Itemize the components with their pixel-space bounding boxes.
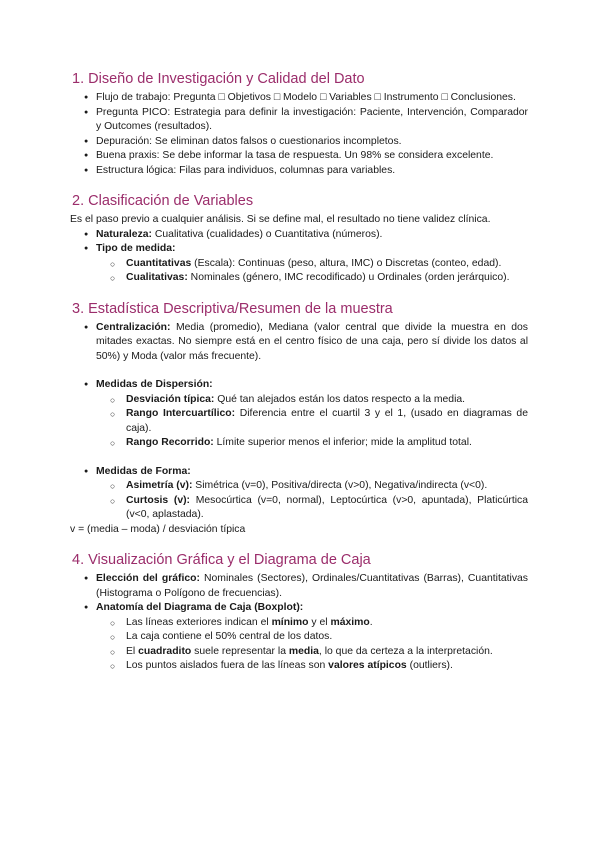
item-emphasis: media [288, 645, 319, 657]
item-text: Las líneas exteriores indican el [126, 616, 272, 628]
section-3-dispersion-list [72, 378, 528, 451]
item-label: Elección del gráfico: [96, 573, 200, 584]
item-label: Rango Intercuartílico: [126, 408, 236, 419]
item-label: Medidas de Forma: [96, 465, 191, 477]
sub-list [96, 393, 528, 451]
item-text: Cualitativa (cualidades) o Cuantitativa (números). [152, 228, 383, 240]
sub-list-item: ○ La caja contiene el 50% central de los datos. [106, 630, 528, 645]
spacer [72, 364, 528, 378]
item-text: . [369, 616, 373, 628]
list-item: ● Flujo de trabajo: Pregunta □ Objetivos □ Modelo □ Variables □ Instrumento □ Conclusiones. [70, 91, 528, 106]
item-emphasis: máximo [330, 616, 370, 628]
item-emphasis: mínimo [271, 616, 309, 628]
item-label: Cualitativas: [126, 272, 188, 283]
section-4-list [72, 572, 528, 674]
list-item: ● Pregunta PICO: Estrategia para definir la investigación: Paciente, Intervención, Comparador y Outcomes (resultados). [70, 106, 528, 135]
section-2-heading: 2. Clasificación de Variables [72, 193, 254, 209]
item-label: Centralización: [96, 321, 171, 333]
skewness-formula: v = (media – moda) / desviación típica [70, 523, 246, 535]
section-1-heading: 1. Diseño de Investigación y Calidad del Dato [72, 71, 365, 87]
section-2-lead: Es el paso previo a cualquier análisis. Si se define mal, el resultado no tiene validez clínica. [70, 214, 491, 225]
spacer [72, 451, 528, 465]
sub-list-item [106, 393, 528, 408]
item-text: (outliers). [406, 660, 453, 671]
item-emphasis: valores atípicos [328, 660, 407, 671]
list-item: ● Estructura lógica: Filas para individuos, columnas para variables. [70, 164, 528, 179]
item-label: Curtosis (v): [126, 494, 191, 506]
sub-list-item [106, 659, 528, 674]
list-item [70, 228, 528, 243]
item-text: Límite superior menos el inferior; mide la amplitud total. [213, 437, 472, 448]
sub-list-item [106, 436, 528, 451]
sub-list [96, 479, 528, 523]
sub-list-item [106, 494, 528, 523]
item-text: Simétrica (v=0), Positiva/directa (v>0), Negativa/indirecta (v<0). [192, 480, 488, 491]
sub-list-item [106, 645, 528, 660]
item-text: Mesocúrtica (v=0, normal), Leptocúrtica (v>0, apuntada), Platicúrtica (v<0, aplastada). [126, 494, 528, 520]
item-label: Naturaleza: [96, 228, 153, 240]
item-text: , lo que da certeza a la interpretación. [318, 645, 493, 657]
item-text: El [126, 645, 139, 657]
item-text: Diferencia entre el cuartil 3 y el 1, (usado en diagramas de caja). [126, 408, 528, 434]
list-item [70, 465, 528, 523]
section-3-list [72, 321, 528, 365]
item-label: Asimetría (v): [126, 480, 193, 491]
item-text: Nominales (género, IMC recodificado) u Ordinales (orden jerárquico). [187, 272, 510, 283]
sub-list-item [106, 271, 528, 286]
sub-list-item [106, 257, 528, 272]
document-page [72, 70, 528, 674]
item-text: (Escala): Continuas (peso, altura, IMC) o Discretas (conteo, edad). [191, 257, 502, 269]
sub-list-item [106, 479, 528, 494]
sub-list [96, 616, 528, 674]
list-item [70, 572, 528, 601]
item-label: Cuantitativas [126, 257, 192, 269]
item-label: Tipo de medida: [96, 243, 176, 254]
section-2-list [72, 228, 528, 286]
item-text: Qué tan alejados están los datos respecto a la media. [214, 393, 466, 405]
list-item [70, 242, 528, 286]
section-4-heading: 4. Visualización Gráfica y el Diagrama de Caja [72, 552, 371, 568]
sub-list-item [106, 616, 528, 631]
item-text: y el [308, 616, 331, 628]
list-item [70, 321, 528, 365]
item-text: Media (promedio), Mediana (valor central que divide la muestra en dos mitades exactas. No siempre está en el centro físico de una caja, pero sí divide los datos al 50%) y Moda (valor más frecuente). [96, 321, 528, 362]
item-label: Desviación típica: [126, 393, 215, 405]
item-label: Anatomía del Diagrama de Caja (Boxplot): [96, 602, 304, 613]
item-text: suele representar la [191, 645, 289, 657]
item-text: Nominales (Sectores), Ordinales/Cuantitativas (Barras), Cuantitativas (Histograma o Polígono de frecuencias). [96, 573, 528, 599]
list-item [70, 601, 528, 674]
list-item: ● Buena praxis: Se debe informar la tasa de respuesta. Un 98% se considera excelente. [70, 149, 528, 164]
sub-list-item [106, 407, 528, 436]
list-item: ● Depuración: Se eliminan datos falsos o cuestionarios incompletos. [70, 135, 528, 150]
section-1-list [72, 91, 528, 178]
item-label: Rango Recorrido: [126, 437, 214, 448]
section-3-shape-list [72, 465, 528, 523]
sub-list [96, 257, 528, 286]
section-3-heading: 3. Estadística Descriptiva/Resumen de la muestra [72, 300, 393, 317]
item-emphasis: cuadradito [138, 645, 192, 657]
list-item [70, 378, 528, 451]
item-label: Medidas de Dispersión: [96, 379, 213, 390]
item-text: Los puntos aislados fuera de las líneas son [126, 660, 329, 671]
